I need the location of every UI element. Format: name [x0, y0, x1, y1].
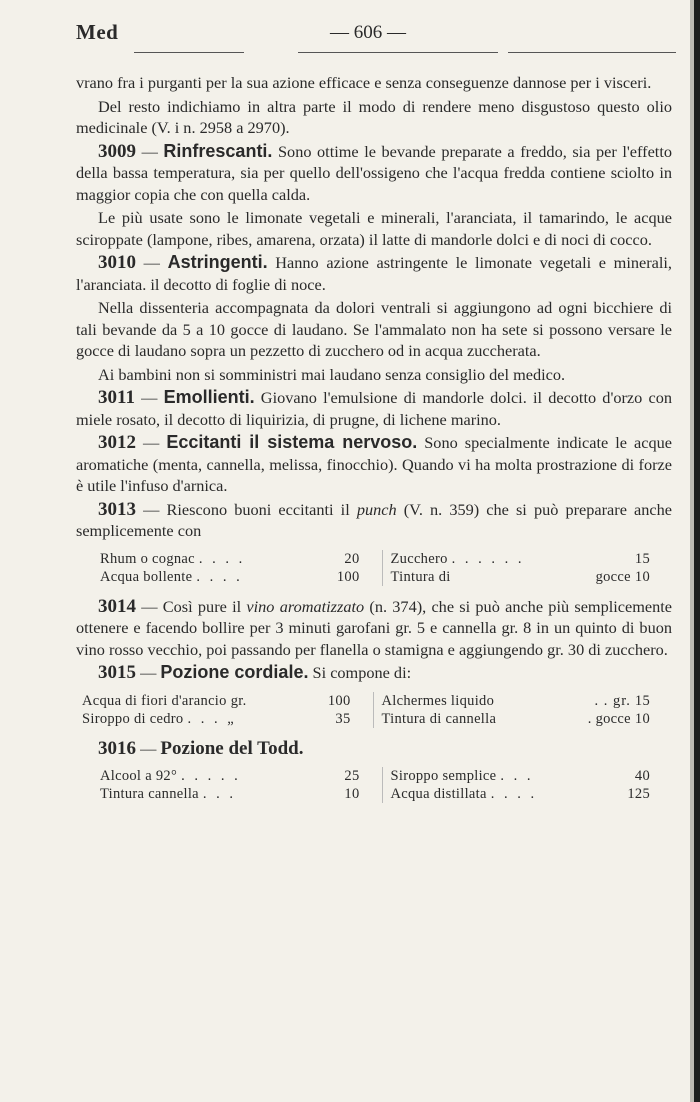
ingredient-qty: 25	[344, 768, 360, 784]
leader-dots: . . .	[500, 768, 534, 784]
header-rule-left	[134, 52, 244, 53]
ingredient-name: Rhum o cognac	[100, 550, 195, 567]
recipe-row	[391, 550, 673, 568]
ingredient-qty: 20	[344, 550, 360, 567]
ingredient-qty: 100	[336, 568, 360, 585]
ingredient-name: Tintura cannella	[100, 786, 199, 802]
section-number: 3014	[98, 595, 136, 617]
page-header	[76, 18, 676, 48]
ingredient-qty: 10	[634, 710, 650, 727]
section-3016	[76, 738, 672, 760]
leader-dots: . . . „	[187, 710, 237, 727]
recipe-row	[100, 568, 382, 586]
ingredient-name: Alcool a 92°	[100, 768, 178, 784]
recipe-row	[100, 767, 382, 785]
recipe-list-3016	[76, 767, 672, 803]
section-italic-term: punch	[356, 499, 397, 519]
section-text: Si compone di:	[308, 663, 412, 682]
paragraph-continued: vrano fra i purganti per la sua azione efficace e senza conseguenze dannose per i visceri.	[76, 73, 652, 92]
ingredient-qty: 15	[634, 550, 650, 567]
ingredient-name: Acqua distillata	[390, 786, 487, 802]
section-title: Pozione del Todd.	[160, 737, 304, 759]
ingredient-name: Acqua di fiori d'arancio	[82, 692, 227, 709]
ingredient-name: Tintura di	[390, 568, 451, 585]
section-dash: —	[136, 433, 167, 452]
page-body	[76, 72, 672, 813]
section-title: Rinfrescanti.	[163, 140, 273, 161]
leader-dots: . . . .	[490, 786, 538, 802]
section-3013	[76, 499, 672, 542]
ingredient-name: Tintura di cannella	[381, 710, 497, 727]
recipe-list-3013	[76, 550, 672, 586]
leader-dots: . . . .	[196, 568, 243, 585]
section-number: 3009	[98, 140, 136, 162]
recipe-column-left	[76, 550, 382, 586]
leader-dots: . . .	[202, 786, 237, 802]
section-number: 3013	[98, 498, 136, 520]
ingredient-qty: 125	[627, 786, 650, 802]
ingredient-qty: 10	[634, 568, 650, 585]
section-title: Astringenti.	[167, 252, 268, 272]
section-dash: —	[136, 663, 161, 682]
section-3009	[76, 141, 672, 206]
leader-dots: . . . .	[198, 550, 246, 567]
recipe-row	[391, 767, 673, 785]
section-3010	[76, 252, 672, 295]
ingredient-name: Alchermes liquido	[381, 692, 495, 709]
section-text: Hanno azione astringente le limonate vegetali e minerali, l'aranciata. il decotto di foglie di noce.	[76, 253, 673, 294]
leader-dots: . . . . .	[181, 768, 241, 784]
ingredient-qty: 100	[327, 692, 351, 709]
recipe-row	[82, 710, 373, 728]
recipe-row	[82, 692, 373, 710]
section-3014	[76, 596, 672, 661]
section-dash: —	[136, 738, 161, 758]
ingredient-name: Zucchero	[390, 550, 448, 567]
section-title: Eccitanti il sistema nervoso.	[166, 432, 418, 452]
recipe-column-right	[382, 767, 673, 803]
section-text: Giovano l'emulsione di mandorle dolci. il decotto d'orzo con miele rosato, il decotto di liquirizia, di prugne, di lichene marino.	[76, 388, 672, 429]
leader-dots: . . gr.	[594, 692, 631, 709]
paragraph-3009b: Le più usate sono le limonate vegetali e minerali, l'aranciata, il tamarindo, le acque sciroppate (lampone, ribes, amarena, orzata) il latte di mandorle dolci e di noci di cocco.	[76, 208, 672, 249]
leader-dots: gr.	[230, 692, 247, 709]
recipe-row	[391, 568, 673, 586]
section-text: Sono ottime le bevande preparate a freddo, sia per l'effetto della bassa temperatura, sia per quello dell'ossigeno che l'acqua fredda contiene sciolto in maggior copia che con quella calda.	[76, 141, 672, 204]
section-3015	[76, 662, 672, 684]
section-dash: —	[134, 388, 164, 407]
running-head: Med	[76, 20, 119, 44]
header-rule-right	[508, 52, 676, 53]
ingredient-qty: 15	[634, 692, 650, 709]
section-number: 3015	[98, 662, 136, 683]
ingredient-qty: 35	[335, 710, 351, 727]
leader-dots: . gocce	[587, 710, 631, 727]
section-text: (V. n. 359) che si può preparare anche semplicemente con	[76, 499, 673, 540]
section-dash: —	[136, 141, 164, 161]
section-text: Riescono buoni eccitanti il	[166, 499, 357, 519]
header-rule-center	[298, 52, 498, 53]
paragraph-3010b: Nella dissenteria accompagnata da dolori ventrali si aggiungono ad ogni bicchiere di tali bevande da 5 a 10 gocce di laudano. Se l'ammalato non ha sete si possono versare le gocce di laudano sopra un pezzetto di zucchero od in acqua zuccherata.	[76, 298, 672, 360]
ingredient-name: Siroppo semplice	[390, 768, 497, 784]
page-number: — 606 —	[330, 22, 406, 43]
recipe-column-right	[373, 692, 673, 728]
section-title: Pozione cordiale.	[160, 662, 309, 682]
recipe-column-right	[382, 550, 673, 586]
recipe-row	[100, 550, 382, 568]
recipe-column-left	[76, 692, 373, 728]
recipe-row	[382, 710, 673, 728]
section-text: Sono specialmente indicate le acque aromatiche (menta, cannella, melissa, finocchio). Quando vi ha molta prostrazione di forze è utile l'infuso d'arnica.	[76, 433, 672, 495]
recipe-row	[100, 785, 382, 803]
recipe-row	[391, 785, 673, 803]
section-number: 3010	[98, 252, 136, 273]
paragraph-olio: Del resto indichiamo in altra parte il modo di rendere meno disgustoso questo olio medicinale (V. i n. 2958 a 2970).	[76, 96, 672, 137]
section-dash: —	[136, 253, 168, 272]
ingredient-qty: 40	[634, 768, 650, 784]
leader-dots: . . . . . .	[451, 550, 525, 567]
section-3011	[76, 387, 672, 430]
ingredient-qty: 10	[344, 786, 360, 802]
section-text: (n. 374), che si può anche più semplicemente ottenere e facendo bollire per 3 minuti garofani gr. 5 e cannella gr. 8 in un quinto di buon vino rosso vecchio, poi passando per flanella o stamigna e aggiungendo gr. 30 di zucchero.	[76, 596, 673, 659]
paragraph-3010c: Ai bambini non si somministri mai laudano senza consiglio del medico.	[98, 364, 566, 384]
ingredient-name: Acqua bollente	[100, 568, 193, 585]
recipe-column-left	[76, 767, 382, 803]
section-dash: —	[136, 596, 163, 616]
section-number: 3011	[98, 387, 135, 408]
section-dash: —	[136, 499, 167, 519]
leader-dots: gocce	[595, 568, 631, 585]
recipe-list-3015	[76, 692, 672, 728]
ingredient-name: Siroppo di cedro	[82, 710, 184, 727]
section-text: Così pure il	[162, 596, 247, 616]
recipe-row	[382, 692, 673, 710]
section-number: 3016	[98, 737, 136, 759]
page-binding-edge	[694, 0, 700, 1102]
section-italic-term: vino aromatizzato	[246, 596, 365, 616]
section-number: 3012	[98, 432, 136, 453]
section-3012	[76, 432, 672, 497]
section-title: Emollienti.	[163, 387, 255, 407]
